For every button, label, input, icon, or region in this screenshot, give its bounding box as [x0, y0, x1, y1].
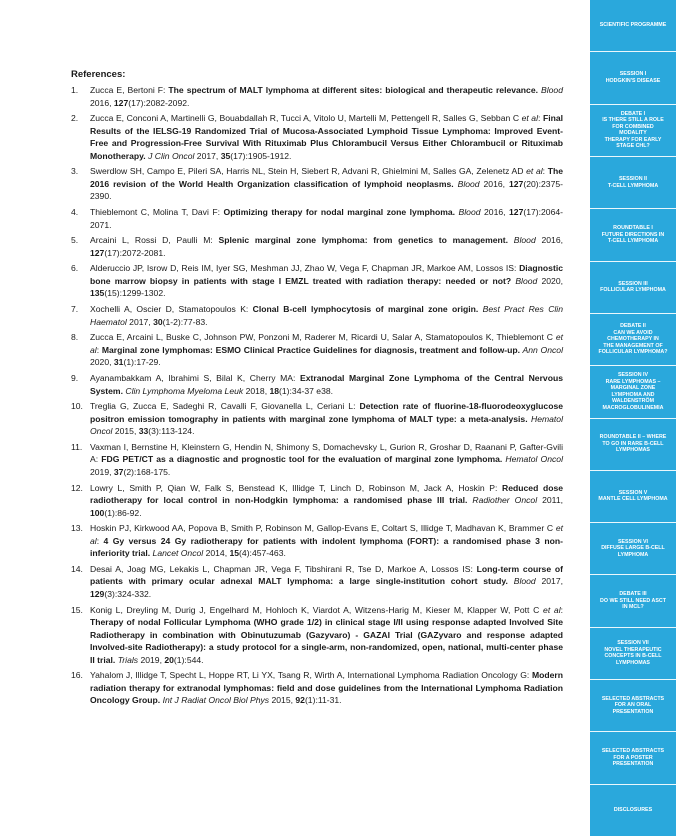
reference-journal: Best Pract Res Clin Haematol — [90, 304, 563, 327]
sidebar-nav-item[interactable] — [590, 418, 676, 470]
sidebar-nav-label: DEBATE III DO WE STILL NEED ASCT IN MCL? — [600, 591, 666, 611]
reference-year: 2015, — [112, 426, 139, 437]
sidebar-nav-label: SESSION VII NOVEL THERAPEUTIC CONCEPTS IN B-CELL LYMPHOMAS — [604, 640, 662, 666]
reference-number: 13. — [71, 523, 83, 534]
reference-authors: Vaxman I, Bernstine H, Kleinstern G, Hendin N, Shimony S, Domachevsky L, Gurion R, Groshar D, Raanani P, Gafter-Gvili A: — [90, 441, 563, 465]
sidebar-nav-item[interactable] — [590, 574, 676, 626]
reference-number: 15. — [71, 604, 83, 615]
reference-journal: Blood — [511, 275, 538, 286]
references-list — [71, 84, 563, 710]
reference-title: Long-term course of patients with primary ocular adnexal MALT lymphoma: a large single-institution cohort study. — [90, 563, 563, 587]
reference-item — [71, 262, 563, 300]
reference-journal: J Clin Oncol — [145, 150, 195, 161]
sidebar-nav-label: ROUNDTABLE I FUTURE DIRECTIONS IN T-CELL LYMPHOMA — [601, 225, 665, 245]
reference-authors: Desai A, Joag MG, Lekakis L, Chapman JR, Vega F, Tibshirani R, Tse D, Markoe A, Lossos IS: — [90, 563, 477, 574]
reference-year: 2016, — [535, 235, 563, 246]
reference-year: 2011, — [537, 495, 563, 506]
references-heading: References: — [71, 69, 126, 80]
reference-volume: 127 — [90, 247, 105, 258]
sidebar-nav-label: SESSION I HODGKIN'S DISEASE — [605, 71, 661, 84]
reference-volume: 35 — [220, 150, 231, 161]
reference-pages: (3):113-124. — [148, 426, 195, 437]
sidebar-nav-item[interactable] — [590, 104, 676, 156]
reference-title: 4 Gy versus 24 Gy radiotherapy for patients with indolent lymphoma (FORT): a randomised phase 3 non-inferiority trial. — [90, 535, 563, 559]
reference-journal: Blood — [455, 207, 481, 218]
sidebar-nav-label: DISCLOSURES — [613, 807, 653, 814]
reference-journal: Hematol Oncol — [90, 413, 564, 437]
reference-item — [71, 372, 563, 397]
reference-item — [71, 441, 563, 479]
reference-pages: (1):544. — [173, 654, 204, 665]
reference-item — [71, 669, 563, 707]
reference-title: Diagnostic bone marrow biopsy in patients with stage I EMZL treated with radiation therapy: needed or not? — [90, 263, 563, 286]
reference-title: FDG PET/CT as a diagnostic and prognostic tool for the evaluation of marginal zone lymphoma. — [101, 454, 503, 465]
reference-item — [71, 400, 563, 438]
reference-title: Extranodal Marginal Zone Lymphoma of the Central Nervous System. — [90, 373, 563, 396]
reference-title: Splenic marginal zone lymphoma: from genetics to management. — [218, 235, 509, 246]
sidebar-nav-label: SESSION VI DIFFUSE LARGE B-CELL LYMPHOMA — [601, 538, 665, 559]
reference-number: 3. — [71, 166, 79, 177]
reference-item — [71, 604, 563, 667]
reference-title: The 2016 revision of the World Health Organization classification of lymphoid neoplasms. — [90, 166, 563, 189]
reference-authors: Ayanambakkam A, Ibrahimi S, Bilal K, Cherry MA: — [90, 373, 300, 383]
sidebar-nav-item[interactable] — [590, 51, 676, 103]
sidebar-nav-label: SESSION III FOLLICULAR LYMPHOMA — [600, 280, 666, 294]
sidebar-nav-label: ROUNDTABLE II – WHERE TO GO IN RARE B-CELL LYMPHOMAS — [599, 434, 667, 454]
reference-authors: Treglia G, Zucca E, Sadeghi R, Cavalli F, Giovanella L, Ceriani L: — [90, 401, 360, 412]
reference-journal: Clin Lymphoma Myeloma Leuk — [122, 385, 244, 396]
reference-year: 2018, — [243, 385, 270, 396]
reference-number: 2. — [71, 113, 79, 124]
reference-number: 5. — [71, 235, 79, 246]
reference-pages: (1):86-92. — [104, 507, 142, 518]
reference-number: 16. — [71, 670, 83, 681]
reference-volume: 37 — [113, 466, 124, 477]
reference-item — [71, 563, 563, 601]
reference-year: 2019, — [90, 466, 114, 477]
sidebar-nav-label: DEBATE II CAN WE AVOID CHEMOTHERAPY IN THE MANAGEMENT OF FOLLICULAR LYMPHOMA? — [598, 323, 668, 356]
reference-volume: 100 — [90, 507, 105, 518]
reference-authors: Arcaini L, Rossi D, Paulli M: — [90, 235, 219, 246]
reference-item — [71, 84, 563, 109]
reference-pages: (17):2082-2092. — [128, 97, 190, 108]
reference-journal: Int J Radiat Oncol Biol Phys — [160, 695, 270, 706]
reference-number: 6. — [71, 263, 79, 274]
reference-pages: (2):168-175. — [123, 466, 171, 477]
reference-pages: (20):2375-2390. — [90, 178, 563, 202]
reference-year: 2017, — [194, 150, 221, 161]
reference-authors: Zucca E, Conconi A, Martinelli G, Bouabdallah R, Tucci A, Vitolo U, Martelli M, Pettengell R, Salles G, Sebban C — [90, 113, 522, 124]
sidebar-nav-label: SELECTED ABSTRACTS FOR A POSTER PRESENTATION — [601, 748, 665, 768]
reference-item — [71, 303, 563, 328]
reference-year: 2014, — [203, 548, 230, 559]
reference-pages: (1-2):77-83. — [162, 316, 208, 327]
reference-journal: Blood — [538, 85, 563, 95]
reference-authors: Lowry L, Smith P, Qian W, Falk S, Benstead K, Illidge T, Linch D, Robinson M, Jack A, Hoskin P: — [90, 482, 503, 493]
reference-et-al: et al — [543, 604, 561, 615]
reference-title: Marginal zone lymphomas: ESMO Clinical Practice Guidelines for diagnosis, treatment and follow-up. — [101, 344, 521, 355]
sidebar-nav-label: SESSION IV RARE LYMPHOMAS – MARGINAL ZONE LYMPHOMA AND WALDENSTRÖM MACROGLOBULINEMIA — [602, 372, 664, 412]
sidebar-nav-label: SCIENTIFIC PROGRAMME — [599, 22, 667, 29]
reference-year: 2016, — [90, 97, 114, 108]
reference-number: 1. — [71, 85, 79, 95]
reference-item — [71, 165, 563, 203]
reference-journal: Radiother Oncol — [467, 495, 538, 506]
reference-et-al: et al — [90, 332, 563, 355]
reference-number: 11. — [71, 441, 83, 452]
sidebar-nav-item[interactable] — [590, 627, 676, 679]
reference-separator: : — [560, 604, 563, 615]
reference-year: 2015, — [269, 695, 296, 706]
reference-year: 2016, — [479, 178, 509, 189]
reference-year: 2017, — [126, 316, 154, 327]
reference-title: Optimizing therapy for nodal marginal zone lymphoma. — [223, 207, 456, 218]
reference-authors: Alderuccio JP, Isrow D, Reis IM, Iyer SG, Meshman JJ, Zhao W, Vega F, Chapman JR, Markoe AM, Lossos IS: — [90, 263, 520, 274]
reference-pages: (1):34-37 e38. — [279, 385, 334, 396]
sidebar-nav-item[interactable] — [590, 679, 676, 731]
sidebar-nav-label: SESSION V MANTLE CELL LYMPHOMA — [598, 489, 668, 503]
reference-authors: Hoskin PJ, Kirkwood AA, Popova B, Smith P, Robinson M, Gallop-Evans E, Coltart S, Illidge T, Madhavan K, Brammer C — [90, 523, 556, 534]
reference-year: 2020, — [537, 275, 563, 286]
reference-volume: 127 — [509, 207, 524, 218]
reference-authors: Yahalom J, Illidge T, Specht L, Hoppe RT, Li YX, Tsang R, Wirth A, International Lymphoma Radiation Oncology G: — [90, 670, 532, 681]
reference-journal: Lancet Oncol — [150, 548, 204, 559]
reference-title: Modern radiation therapy for extranodal lymphomas: field and dose guidelines from the International Lymphoma Radiation Oncology Group. — [90, 670, 563, 706]
reference-pages: (17):2072-2081. — [104, 247, 166, 258]
reference-item — [71, 482, 563, 520]
reference-volume: 15 — [229, 548, 240, 559]
reference-volume: 129 — [90, 588, 105, 599]
reference-separator: : — [96, 344, 102, 355]
sidebar-nav-item[interactable] — [590, 208, 676, 260]
reference-volume: 135 — [90, 288, 105, 299]
reference-item — [71, 234, 563, 259]
sidebar-nav-label: DEBATE I IS THERE STILL A ROLE FOR COMBINED MODALITY THERAPY FOR EARLY STAGE CHL? — [602, 110, 664, 150]
reference-pages: (3):324-332. — [104, 588, 152, 599]
sidebar-nav-item[interactable] — [590, 0, 676, 51]
reference-number: 8. — [71, 332, 79, 343]
sidebar-nav-label: SESSION II T-CELL LYMPHOMA — [607, 176, 659, 189]
reference-volume: 20 — [164, 654, 174, 665]
reference-number: 7. — [71, 304, 79, 315]
reference-title: Clonal B-cell lymphocytosis of marginal zone origin. — [252, 304, 479, 315]
reference-number: 12. — [71, 482, 83, 493]
reference-item — [71, 331, 563, 369]
reference-item — [71, 112, 563, 162]
reference-pages: (1):17-29. — [123, 357, 161, 368]
reference-pages: (1):11-31. — [304, 695, 342, 706]
reference-number: 4. — [71, 207, 79, 218]
reference-volume: 127 — [509, 178, 524, 189]
reference-authors: Thieblemont C, Molina T, Davi F: — [90, 207, 224, 218]
sidebar-nav-item[interactable] — [590, 313, 676, 365]
reference-title: Therapy of nodal Follicular Lymphoma (WHO grade 1/2) in clinical stage I/II using response adapted Involved Site Radiotherapy in combination with Obinutuzumab (Gazyvaro) - GAZAI Trial (GAZyvaro and response adapted Involved-site Radiotherapy): a study protocol for a single-arm, non-randomized, open, national, multi-center phase II trial. — [90, 617, 563, 665]
reference-authors: Swerdlow SH, Campo E, Pileri SA, Harris NL, Stein H, Siebert R, Advani R, Ghielmini M, Salles GA, Zelenetz AD — [90, 166, 527, 177]
reference-year: 2016, — [480, 207, 510, 218]
reference-authors: Konig L, Dreyling M, Durig J, Engelhard M, Hohloch K, Viardot A, Witzens-Harig M, Kieser M, Klapper W, Pott C — [90, 604, 544, 615]
reference-separator: : — [96, 535, 104, 546]
sidebar-nav-item[interactable] — [590, 261, 676, 313]
reference-pages: (15):1299-1302. — [104, 288, 166, 299]
sidebar-nav-item[interactable] — [590, 731, 676, 783]
reference-year: 2017, — [535, 576, 563, 587]
reference-item — [71, 522, 563, 560]
reference-number: 14. — [71, 563, 83, 574]
sidebar-nav-item[interactable] — [590, 784, 676, 836]
reference-journal: Trials — [115, 654, 139, 665]
reference-item — [71, 206, 563, 231]
reference-title: The spectrum of MALT lymphoma at different sites: biological and therapeutic relevance. — [168, 85, 538, 95]
reference-number: 9. — [71, 373, 79, 383]
reference-authors: Xochelli A, Oscier D, Stamatopoulos K: — [90, 304, 253, 315]
reference-et-al: et al — [521, 113, 538, 124]
reference-volume: 33 — [138, 426, 149, 437]
reference-et-al: et al — [526, 166, 543, 177]
section-navigation-sidebar — [590, 0, 676, 836]
sidebar-nav-item[interactable] — [590, 365, 676, 417]
reference-title: Reduced dose radiotherapy for local control in non-Hodgkin lymphoma: a randomised phase III trial. — [90, 482, 563, 506]
reference-volume: 31 — [113, 357, 124, 368]
sidebar-nav-item[interactable] — [590, 470, 676, 522]
reference-title: Final Results of the IELSG-19 Randomized Trial of Mucosa-Associated Lymphoid Tissue Lymphoma: Improved Event-Free and Progression-Free Survival With Rituximab Plus Chlorambucil Versus Either Chlorambucil or Rituximab Monotherapy. — [90, 113, 564, 161]
reference-journal: Blood — [508, 235, 536, 246]
reference-journal: Hematol Oncol — [502, 454, 563, 465]
reference-volume: 30 — [153, 316, 163, 327]
reference-et-al: et al — [90, 523, 563, 546]
reference-title: Detection rate of fluorine-18-fluorodeoxyglucose positron emission tomography in patients with marginal zone lymphoma of MALT type: a meta-analysis. — [90, 401, 564, 424]
reference-year: 2019, — [138, 654, 165, 665]
sidebar-nav-item[interactable] — [590, 156, 676, 208]
reference-authors: Zucca E, Arcaini L, Buske C, Johnson PW, Ponzoni M, Raderer M, Ricardi U, Salar A, Stamatopoulos K, Thieblemont C — [90, 332, 556, 343]
reference-pages: (4):457-463. — [239, 548, 286, 559]
sidebar-nav-label: SELECTED ABSTRACTS FOR AN ORAL PRESENTATION — [601, 695, 665, 716]
reference-journal: Blood — [507, 576, 536, 587]
reference-number: 10. — [71, 401, 83, 412]
reference-journal: Ann Oncol — [520, 344, 563, 355]
reference-separator: : — [542, 166, 548, 177]
reference-pages: (17):2064-2071. — [90, 207, 564, 230]
reference-volume: 18 — [269, 385, 280, 396]
reference-volume: 127 — [113, 97, 129, 108]
reference-authors: Zucca E, Bertoni F: — [90, 85, 169, 95]
sidebar-nav-item[interactable] — [590, 522, 676, 574]
reference-journal: Blood — [453, 178, 480, 189]
reference-pages: (17):1905-1912. — [230, 150, 292, 161]
reference-separator: : — [538, 113, 543, 124]
reference-volume: 92 — [295, 695, 305, 706]
reference-year: 2020, — [90, 357, 114, 368]
